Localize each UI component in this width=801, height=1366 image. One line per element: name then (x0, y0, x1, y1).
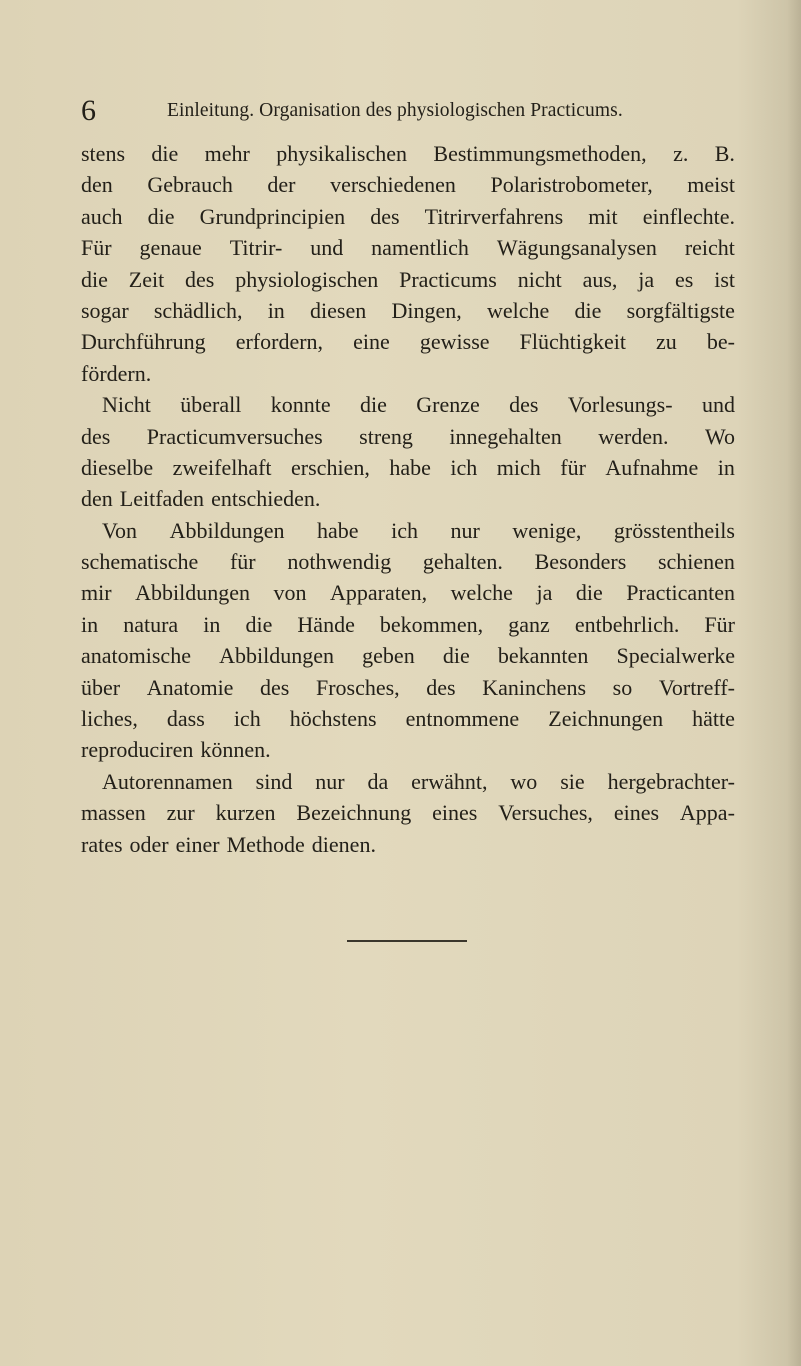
text-line: schematische für nothwendig gehalten. Besonders schienen (81, 549, 735, 575)
paragraph (81, 138, 735, 389)
text-line: Von Abbildungen habe ich nur wenige, grösstentheils (102, 517, 735, 543)
text-line: über Anatomie des Frosches, des Kaninchens so Vortreff- (81, 674, 735, 700)
text-line: Für genaue Titrir- und namentlich Wägungsanalysen reicht (81, 235, 735, 261)
text-line: liches, dass ich höchstens entnommene Zeichnungen hätte (81, 706, 735, 732)
text-line: anatomische Abbildungen geben die bekannten Specialwerke (81, 643, 735, 669)
paragraph (81, 515, 735, 766)
text-line: dieselbe zweifelhaft erschien, habe ich mich für Aufnahme in (81, 454, 735, 480)
text-line: rates oder einer Methode dienen. (81, 831, 376, 857)
running-head: Einleitung. Organisation des physiologischen Practicums. (167, 100, 623, 121)
text-line: fördern. (81, 360, 152, 386)
text-line: Nicht überall konnte die Grenze des Vorlesungs- und (102, 392, 735, 418)
text-line: den Gebrauch der verschiedenen Polaristrobometer, meist (81, 172, 735, 198)
text-line: auch die Grundprincipien des Titrirverfahrens mit einflechte. (81, 203, 735, 229)
paragraph (81, 389, 735, 515)
text-line: den Leitfaden entschieden. (81, 486, 321, 512)
text-line: stens die mehr physikalischen Bestimmungsmethoden, z. B. (81, 141, 735, 166)
page-edge-shadow (787, 0, 801, 1366)
text-line: massen zur kurzen Bezeichnung eines Versuches, eines Appa- (81, 800, 735, 826)
text-line: sogar schädlich, in diesen Dingen, welche die sorgfältigste (81, 297, 735, 323)
body-text (81, 138, 735, 860)
text-line: Durchführung erfordern, eine gewisse Flüchtigkeit zu be- (81, 329, 735, 355)
paragraph (81, 766, 735, 860)
text-line: mir Abbildungen von Apparaten, welche ja die Practicanten (81, 580, 735, 606)
text-line: Autorennamen sind nur da erwähnt, wo sie hergebrachter- (102, 768, 735, 794)
text-line: in natura in die Hände bekommen, ganz entbehrlich. Für (81, 611, 735, 637)
end-rule (347, 940, 467, 942)
text-line: reproduciren können. (81, 737, 271, 763)
page-header (81, 96, 731, 126)
text-line: die Zeit des physiologischen Practicums nicht aus, ja es ist (81, 266, 735, 292)
text-line: des Practicumversuches streng innegehalten werden. Wo (81, 423, 735, 449)
page-number: 6 (81, 94, 96, 127)
